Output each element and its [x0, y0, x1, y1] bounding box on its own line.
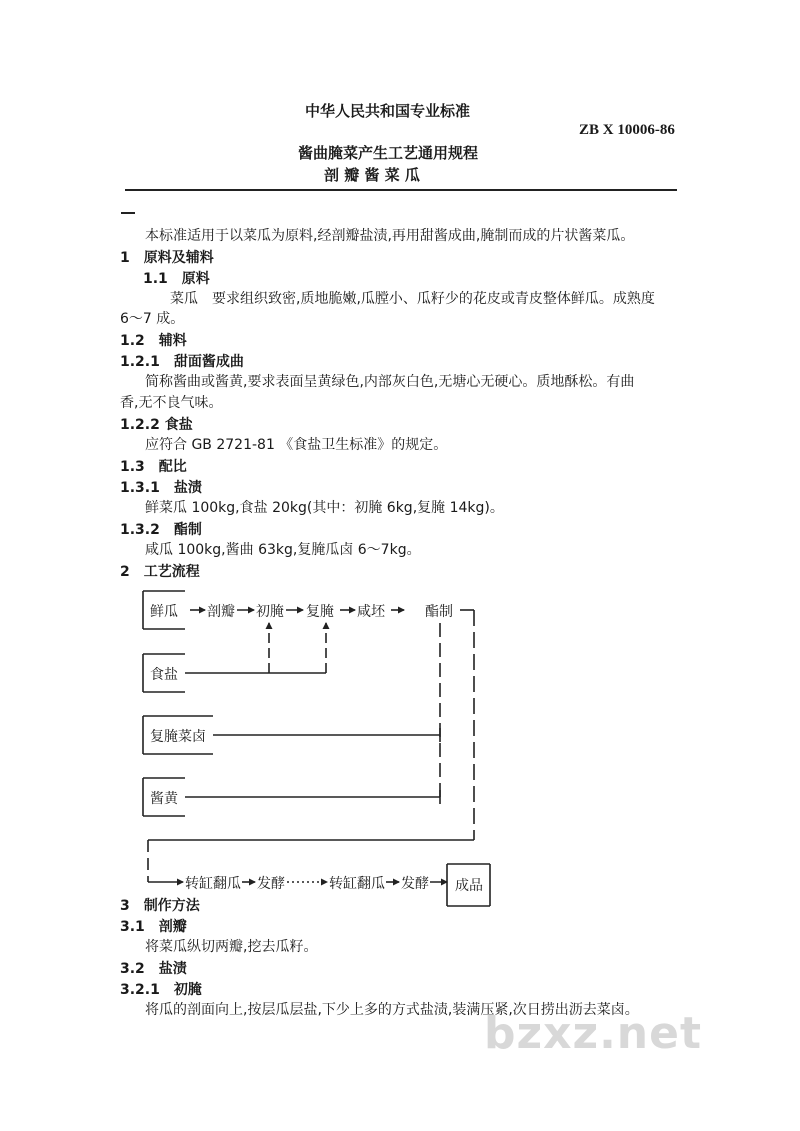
flow-cut: 剖瓣: [207, 604, 235, 620]
flow-koji: 酱黄: [150, 791, 178, 807]
section-3-1-heading: 3.1 剖瓣: [120, 919, 187, 935]
flow-salted-blank: 咸坯: [357, 604, 385, 620]
document-title: 酱曲腌菜产生工艺通用规程: [298, 144, 479, 162]
section-1-2-2-heading: 1.2.2 食盐: [120, 417, 193, 433]
flow-product: 成品: [455, 878, 483, 894]
flow-turn-vat-2: 转缸翻瓜: [329, 876, 385, 892]
section-1-3-heading: 1.3 配比: [120, 459, 187, 475]
section-1-3-1-paragraph: 鲜菜瓜 100kg,食盐 20kg(其中：初腌 6kg,复腌 14kg)。: [145, 500, 504, 516]
section-1-3-2-paragraph: 咸瓜 100kg,酱曲 63kg,复腌瓜卤 6～7kg。: [145, 542, 421, 558]
section-1-3-2-heading: 1.3.2 酯制: [120, 522, 202, 538]
flow-fresh-melon: 鲜瓜: [150, 604, 178, 620]
section-3-2-1-heading: 3.2.1 初腌: [120, 982, 202, 998]
section-1-1-heading: 1.1 原料: [143, 271, 210, 287]
flow-turn-vat-1: 转缸翻瓜: [185, 876, 241, 892]
section-1-1-paragraph-line2: 6～7 成。: [120, 311, 185, 327]
section-1-2-1-paragraph-line1: 简称酱曲或酱黄,要求表面呈黄绿色,内部灰白色,无塘心无硬心。质地酥松。有曲: [145, 374, 635, 390]
watermark: bzxz.net: [484, 1008, 703, 1059]
flow-pickling: 酯制: [425, 604, 453, 620]
section-1-2-1-paragraph-line2: 香,无不良气味。: [120, 395, 223, 411]
section-3-1-paragraph: 将菜瓜纵切两瓣,挖去瓜籽。: [145, 939, 318, 955]
section-1-2-2-paragraph: 应符合 GB 2721-81 《食盐卫生标准》的规定。: [145, 437, 448, 453]
section-3-2-1-paragraph: 将瓜的剖面向上,按层瓜层盐,下少上多的方式盐渍,装满压紧,次日捞出沥去菜卤。: [145, 1002, 639, 1018]
section-1-2-heading: 1.2 辅料: [120, 333, 187, 349]
section-1-3-1-heading: 1.3.1 盐渍: [120, 480, 202, 496]
document-subtitle: 剖 瓣 酱 菜 瓜: [324, 166, 420, 184]
section-3-2-heading: 3.2 盐渍: [120, 961, 187, 977]
section-2-heading: 2 工艺流程: [120, 564, 200, 580]
org-title: 中华人民共和国专业标准: [305, 102, 471, 120]
flow-ferment-1: 发酵: [257, 876, 285, 892]
flow-salt: 食盐: [150, 667, 178, 683]
flow-ferment-2: 发酵: [401, 876, 429, 892]
standard-code: ZB X 10006-86: [579, 122, 675, 138]
intro-paragraph: 本标准适用于以菜瓜为原料,经剖瓣盐渍,再用甜酱成曲,腌制而成的片状酱菜瓜。: [145, 228, 635, 244]
section-1-1-paragraph-line1: 菜瓜 要求组织致密,质地脆嫩,瓜膛小、瓜籽少的花皮或青皮整体鲜瓜。成熟度: [170, 291, 655, 307]
flow-second-salting: 复腌: [306, 604, 334, 620]
section-1-heading: 1 原料及辅料: [120, 250, 214, 266]
flow-first-salting: 初腌: [256, 604, 284, 620]
section-3-heading: 3 制作方法: [120, 898, 200, 914]
flow-brine: 复腌菜卤: [150, 729, 206, 745]
section-1-2-1-heading: 1.2.1 甜面酱成曲: [120, 354, 244, 370]
